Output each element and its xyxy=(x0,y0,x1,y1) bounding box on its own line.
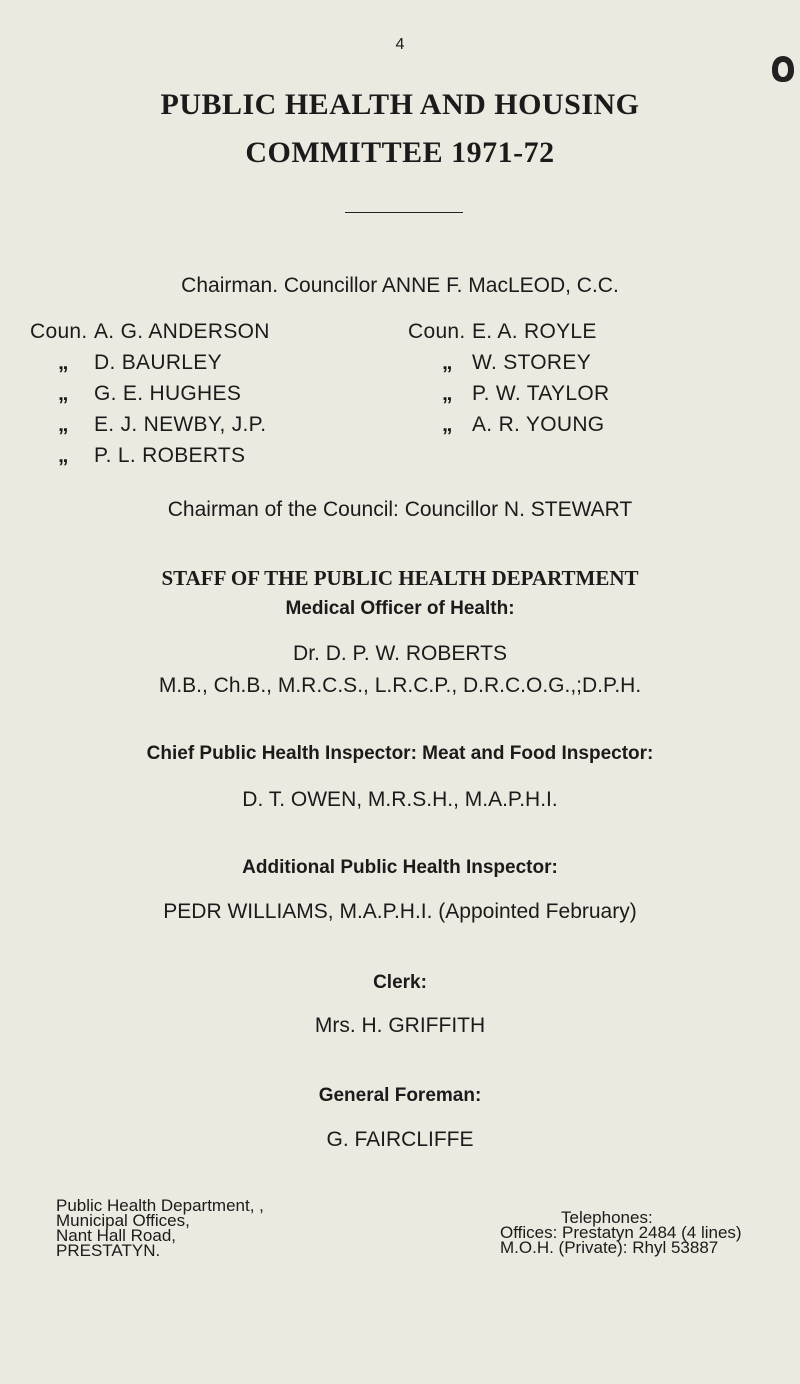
member-name: A. R. YOUNG xyxy=(472,413,605,436)
member-name: E. J. NEWBY, J.P. xyxy=(94,413,267,436)
foreman-heading: General Foreman: xyxy=(318,1085,482,1106)
member-name: P. L. ROBERTS xyxy=(94,444,246,467)
moh-qualifications: M.B., Ch.B., M.R.C.S., L.R.C.P., D.R.C.O.G.,;D.P.H. xyxy=(158,674,642,697)
member-row xyxy=(30,320,270,344)
member-name: G. E. HUGHES xyxy=(94,382,242,405)
aphi-heading: Additional Public Health Inspector: xyxy=(242,857,558,878)
members-right-column xyxy=(408,320,609,437)
address-line: Municipal Offices, xyxy=(56,1211,190,1230)
member-row xyxy=(30,382,270,406)
council-chairman: Chairman of the Council: Councillor N. STEWART xyxy=(167,498,633,521)
member-row xyxy=(408,351,609,375)
member-row xyxy=(30,351,270,375)
address-line: Public Health Department, , xyxy=(56,1196,264,1215)
address-line: PRESTATYN. xyxy=(56,1241,161,1260)
member-name: P. W. TAYLOR xyxy=(472,382,610,405)
title-line-2: COMMITTEE 1971-72 xyxy=(245,136,555,169)
aphi-name: PEDR WILLIAMS, M.A.P.H.I. (Appointed February) xyxy=(163,900,637,923)
ditto-mark: „ xyxy=(442,351,453,374)
member-row xyxy=(30,413,270,437)
members-left-column xyxy=(30,320,270,468)
ditto-mark: „ xyxy=(58,413,69,436)
foreman-name: G. FAIRCLIFFE xyxy=(326,1128,474,1151)
member-prefix: Coun. xyxy=(408,320,466,343)
ditto-mark: „ xyxy=(442,413,453,436)
title-divider xyxy=(345,212,463,213)
member-name: A. G. ANDERSON xyxy=(94,320,270,343)
staff-heading: STAFF OF THE PUBLIC HEALTH DEPARTMENT xyxy=(161,566,639,590)
address-line: Nant Hall Road, xyxy=(56,1226,177,1245)
ditto-mark: „ xyxy=(58,382,69,405)
moh-heading: Medical Officer of Health: xyxy=(285,598,515,619)
committee-chairman: Chairman. Councillor ANNE F. MacLEOD, C.C. xyxy=(181,274,619,297)
member-name: E. A. ROYLE xyxy=(472,320,597,343)
moh-name: Dr. D. P. W. ROBERTS xyxy=(293,642,507,665)
title-line-1: PUBLIC HEALTH AND HOUSING xyxy=(160,88,640,121)
cphi-heading: Chief Public Health Inspector: Meat and Food Inspector: xyxy=(146,743,654,764)
clerk-name: Mrs. H. GRIFFITH xyxy=(314,1014,486,1037)
member-row xyxy=(408,382,609,406)
ditto-mark: „ xyxy=(58,351,69,374)
ditto-mark: „ xyxy=(58,444,69,467)
telephones-heading: Telephones: xyxy=(561,1208,653,1227)
member-row xyxy=(30,444,270,468)
ditto-mark: „ xyxy=(442,382,453,405)
telephone-offices: Offices: Prestatyn 2484 (4 lines) xyxy=(500,1223,742,1242)
member-name: D. BAURLEY xyxy=(94,351,222,374)
clerk-heading: Clerk: xyxy=(373,972,427,993)
telephone-moh: M.O.H. (Private): Rhyl 53887 xyxy=(500,1238,719,1257)
telephone-block xyxy=(500,1208,742,1257)
page-number: 4 xyxy=(395,36,405,53)
member-name: W. STOREY xyxy=(472,351,591,374)
corner-stamp-mark xyxy=(770,54,796,84)
department-address xyxy=(56,1198,264,1258)
cphi-name: D. T. OWEN, M.R.S.H., M.A.P.H.I. xyxy=(242,788,558,811)
member-row xyxy=(408,320,609,344)
member-prefix: Coun. xyxy=(30,320,88,343)
member-row xyxy=(408,413,609,437)
